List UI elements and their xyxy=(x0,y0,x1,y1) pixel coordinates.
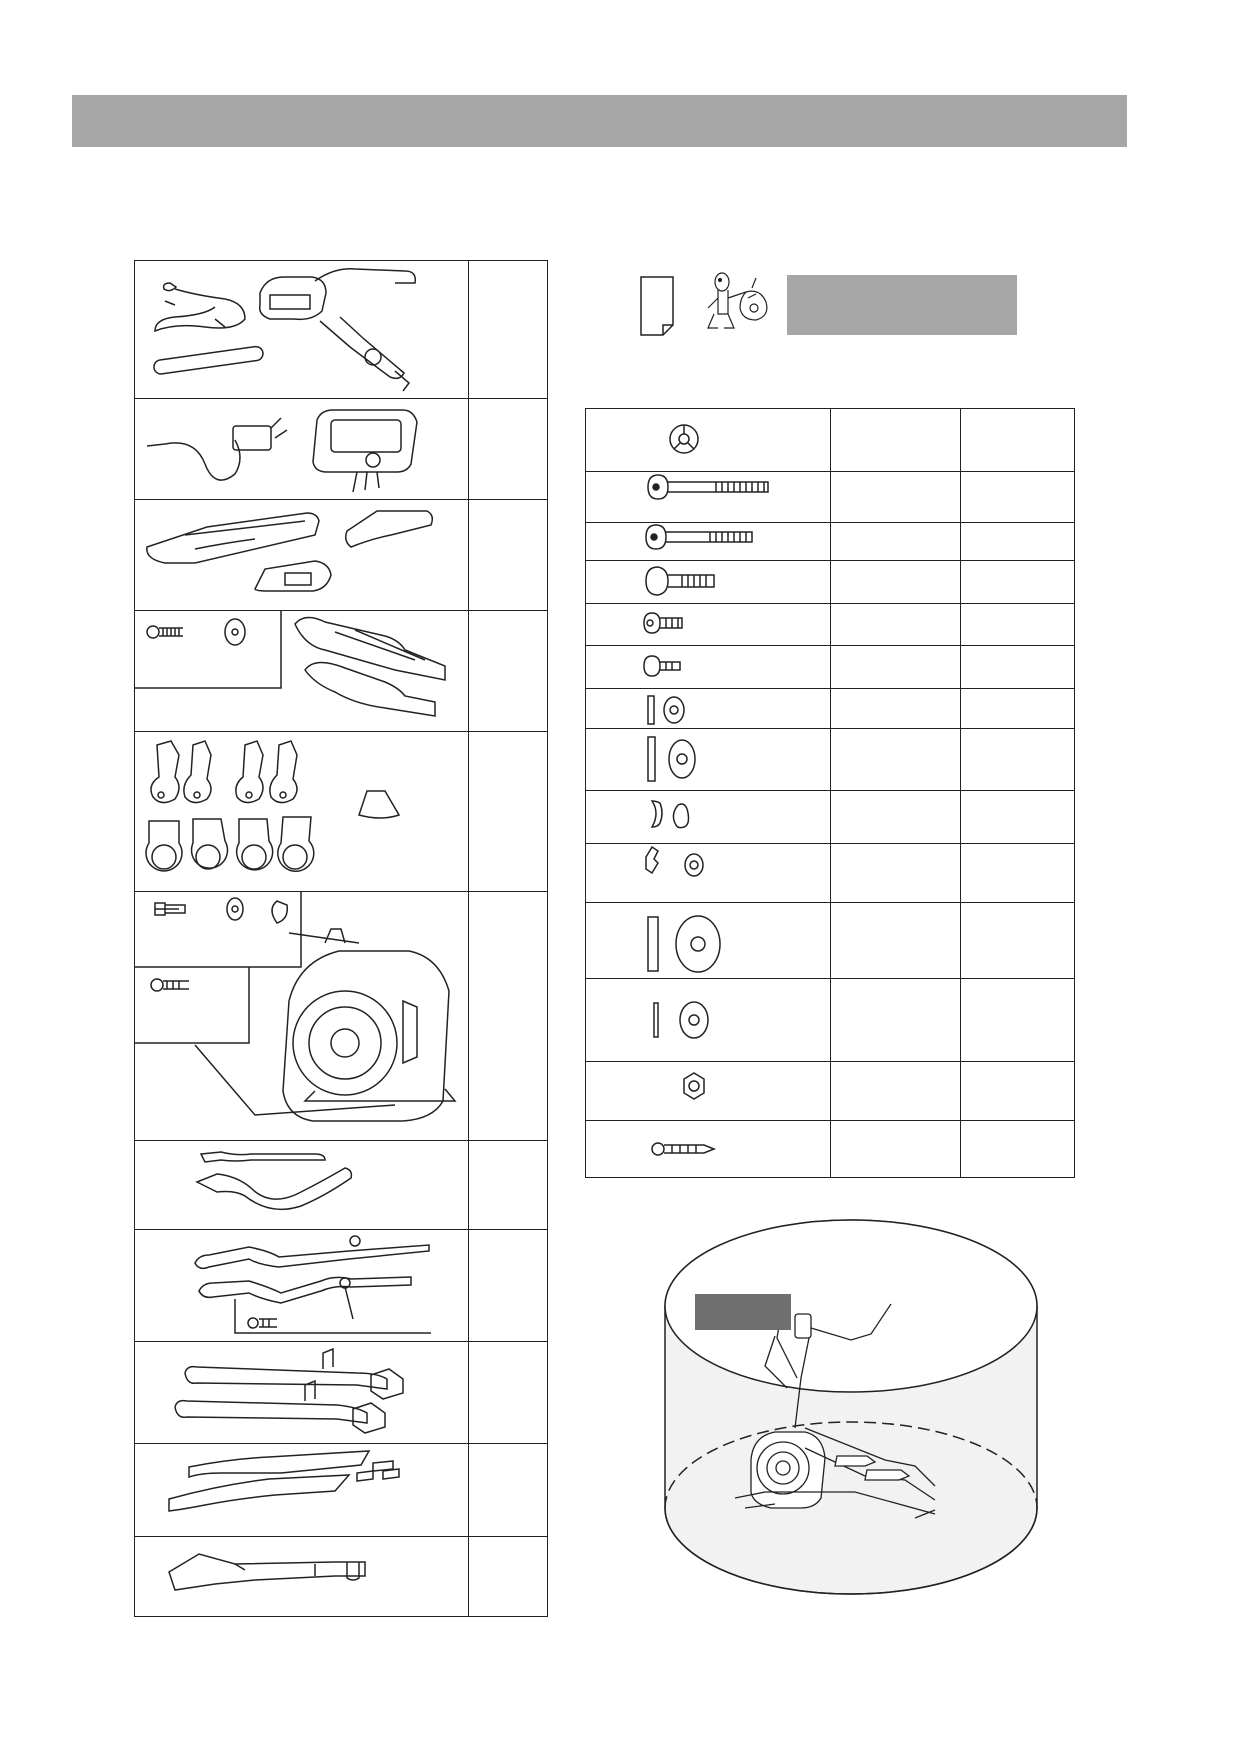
hw-row-curved-washer xyxy=(586,790,830,843)
hw-row-hex-bolt xyxy=(586,522,830,560)
hw-row-flat-washer-small xyxy=(586,688,830,728)
part-pedal-rails xyxy=(135,1443,468,1536)
hardware-pack-label xyxy=(787,275,1017,335)
hw-row-flat-washer-medium xyxy=(586,728,830,790)
qty-upper-handlebars xyxy=(469,1140,547,1229)
part-rear-stabilizer xyxy=(135,1536,468,1618)
parts-list-table xyxy=(134,260,548,1617)
part-lower-handlebars xyxy=(135,1229,468,1341)
part-rear-covers xyxy=(135,499,468,610)
qty-pedal-rails xyxy=(469,1443,547,1536)
hw-row-flat-washer-large xyxy=(586,902,830,978)
part-pedals xyxy=(135,610,468,731)
section-title-banner xyxy=(72,95,1127,147)
hw-row-short-bolt xyxy=(586,645,830,688)
mascot-with-hardware-bag-icon xyxy=(700,268,780,338)
clear-area-cylinder-diagram xyxy=(655,1218,1047,1600)
hw-row-long-hex-bolt xyxy=(586,471,830,522)
qty-pedal-arms xyxy=(469,1341,547,1443)
hw-row-button-head-screw xyxy=(586,603,830,645)
document-icon xyxy=(637,273,687,341)
hw-row-carriage-bolt xyxy=(586,560,830,603)
qty-power-adapter-computer xyxy=(469,398,547,499)
qty-rear-stabilizer xyxy=(469,1536,547,1618)
qty-console-mast xyxy=(469,261,547,398)
hw-row-nylon-nut xyxy=(586,1061,830,1120)
part-power-adapter-computer xyxy=(135,398,468,499)
hw-row-spring-washer xyxy=(586,843,830,902)
hw-row-self-tapping-screw xyxy=(586,1120,830,1179)
hw-row-wheel-cap xyxy=(586,409,830,471)
hw-row-thin-washer xyxy=(586,978,830,1061)
part-main-frame xyxy=(135,891,468,1140)
qty-main-frame xyxy=(469,891,547,1140)
qty-lower-handlebars xyxy=(469,1229,547,1341)
qty-pedals xyxy=(469,610,547,731)
part-joint-covers xyxy=(135,731,468,891)
part-pedal-arms xyxy=(135,1341,468,1443)
part-console-mast xyxy=(135,261,468,398)
part-upper-handlebars xyxy=(135,1140,468,1229)
hardware-table xyxy=(585,408,1075,1178)
qty-joint-covers xyxy=(469,731,547,891)
qty-rear-covers xyxy=(469,499,547,610)
area-label-box xyxy=(695,1294,791,1330)
